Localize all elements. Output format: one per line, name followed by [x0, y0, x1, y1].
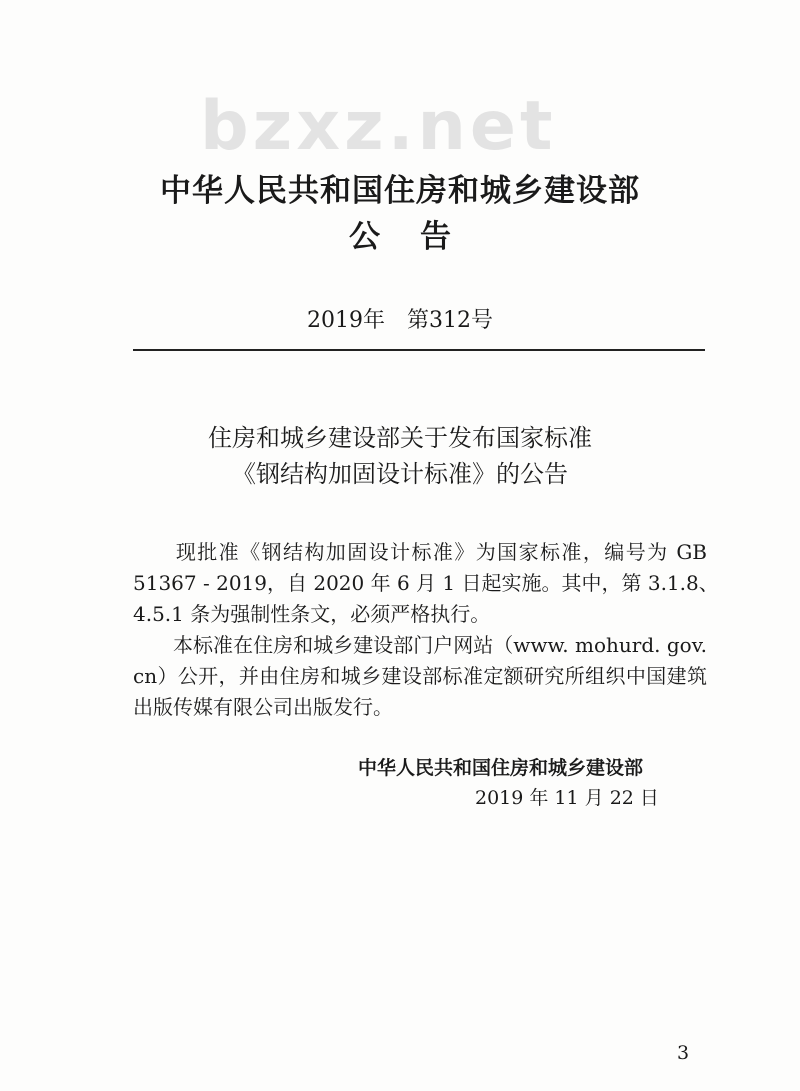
body-line: cn）公开，并由住房和城乡建设部标准定额研究所组织中国建筑 [133, 664, 707, 688]
body-line: 51367 - 2019，自 2020 年 6 月 1 日起实施。其中，第 3.1.8、 [133, 571, 719, 595]
body-line: 现批准《钢结构加固设计标准》为国家标准，编号为 GB [133, 540, 707, 564]
title-line-2: 《钢结构加固设计标准》的公告 [232, 460, 568, 488]
signature-issuer: 中华人民共和国住房和城乡建设部 [358, 757, 644, 779]
body-line: 出版传媒有限公司出版发行。 [133, 695, 393, 719]
issuer-heading: 中华人民共和国住房和城乡建设部 [160, 173, 640, 209]
signature-date: 2019 年 11 月 22 日 [475, 787, 659, 809]
title-line-1: 住房和城乡建设部关于发布国家标准 [208, 424, 592, 452]
announcement-number: 2019年 第312号 [307, 308, 493, 333]
divider [133, 349, 705, 351]
doc-type-heading: 公告 [349, 219, 491, 255]
body-line: 本标准在住房和城乡建设部门户网站（www. mohurd. gov. [133, 633, 707, 657]
page-number: 3 [677, 1042, 690, 1064]
watermark: bzxz.net [200, 87, 557, 166]
body-line: 4.5.1 条为强制性条文，必须严格执行。 [133, 602, 491, 626]
